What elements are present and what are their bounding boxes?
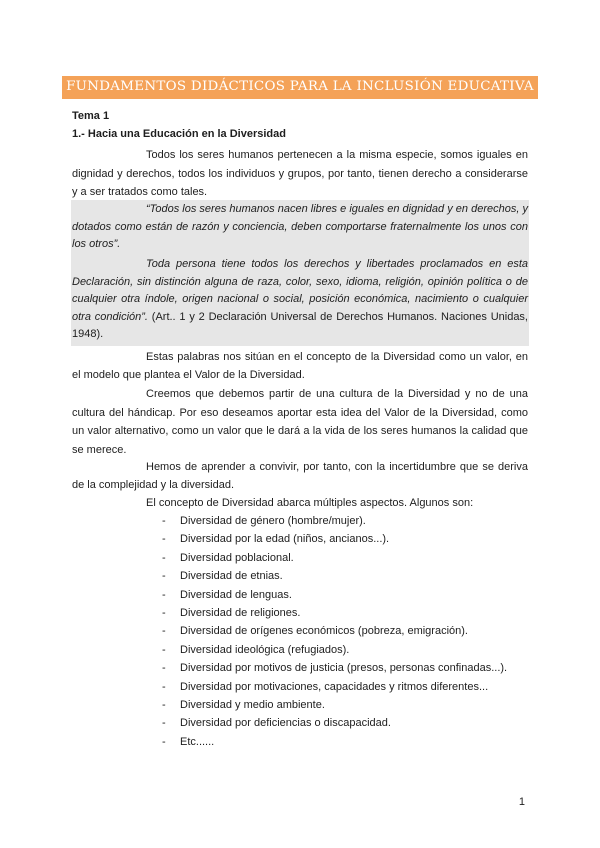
list-dash: - [162, 680, 166, 693]
list-item-text: Diversidad de religiones. [180, 606, 301, 619]
list-dash: - [162, 606, 166, 619]
list-dash: - [162, 515, 166, 527]
tema-label: Tema 1 [72, 110, 110, 122]
paragraph-1: Estas palabras nos sitúan en el concepto de la Diversidad como un valor, en el modelo que plantea el Valor de la Diversidad. [72, 351, 528, 381]
list-dash: - [162, 588, 166, 601]
quote-paragraph-2 [72, 256, 528, 344]
paragraph-2: Creemos que debemos partir de una cultura de la Diversidad y no de una cultura del hándicap. Por eso deseamos aportar esta idea del Valor de la Diversidad, como un valor alternativo, como un valor que le dará a la vida de los seres humanos la calidad que se merece. [72, 388, 528, 456]
diversity-list [162, 512, 507, 751]
list-item-text: Etc...... [180, 735, 215, 748]
quote-reference: (Art.. 1 y 2 Declaración Universal de Derechos Humanos. Naciones Unidas, 1948). [72, 310, 528, 341]
list-dash: - [162, 662, 166, 675]
list-item-text: Diversidad de lenguas. [180, 588, 292, 601]
list-item-text: Diversidad y medio ambiente. [180, 698, 325, 711]
list-item-text: Diversidad por motivos de justicia (presos, personas confinadas...). [180, 662, 508, 675]
list-dash: - [162, 570, 166, 583]
list-item [162, 567, 507, 585]
list-item [162, 622, 507, 640]
list-item-text: Diversidad de etnias. [180, 570, 283, 583]
quote-2-text: Toda persona tiene todos los derechos y libertades proclamados en esta Declaración, sin distinción alguna de raza, color, sexo, idioma, religión, opinión política o de cualquier otra índole, origen nacional o social, posición económica, nacimiento o cualquier otra condición”. [72, 258, 528, 323]
list-item [162, 530, 507, 548]
list-dash: - [162, 551, 166, 564]
list-item [162, 659, 507, 677]
list-item-text: Diversidad poblacional. [180, 551, 294, 564]
list-item [162, 512, 507, 530]
list-item [162, 641, 507, 659]
title-banner [0, 76, 600, 99]
list-item [162, 733, 507, 751]
section-heading: 1.- Hacia una Educación en la Diversidad [72, 128, 286, 140]
document-title: FUNDAMENTOS DIDÁCTICOS PARA LA INCLUSIÓN EDUCATIVA [62, 76, 538, 99]
list-item [162, 678, 507, 696]
quote-paragraph-1: “Todos los seres humanos nacen libres e iguales en dignidad y en derechos, y dotados como están de razón y conciencia, deben comportarse fraternalmente los unos con los otros”. [72, 203, 528, 251]
list-dash: - [162, 698, 166, 711]
intro-paragraph: Todos los seres humanos pertenecen a la misma especie, somos iguales en dignidad y derechos, todos los individuos y grupos, por tanto, tienen derecho a considerarse y a ser tratados como tales. [72, 149, 528, 198]
paragraph-4: El concepto de Diversidad abarca múltiples aspectos. Algunos son: [146, 497, 474, 509]
list-item-text: Diversidad ideológica (refugiados). [180, 643, 350, 656]
list-item [162, 604, 507, 622]
list-item-text: Diversidad por motivaciones, capacidades y ritmos diferentes... [180, 680, 489, 693]
list-dash: - [162, 625, 166, 638]
list-item [162, 586, 507, 604]
list-item-text: Diversidad por deficiencias o discapacidad. [180, 717, 391, 730]
list-dash: - [162, 717, 166, 730]
list-dash: - [162, 643, 166, 656]
list-item [162, 696, 507, 714]
page-number: 1 [518, 796, 525, 808]
list-dash: - [162, 735, 166, 748]
list-dash: - [162, 533, 166, 546]
paragraph-3: Hemos de aprender a convivir, por tanto, con la incertidumbre que se deriva de la complejidad y la diversidad. [72, 461, 528, 491]
list-item-text: Diversidad de orígenes económicos (pobreza, emigración). [180, 625, 468, 638]
list-item [162, 549, 507, 567]
list-item-text: Diversidad de género (hombre/mujer). [180, 515, 366, 527]
list-item-text: Diversidad por la edad (niños, ancianos...). [180, 533, 390, 546]
list-item [162, 714, 507, 732]
